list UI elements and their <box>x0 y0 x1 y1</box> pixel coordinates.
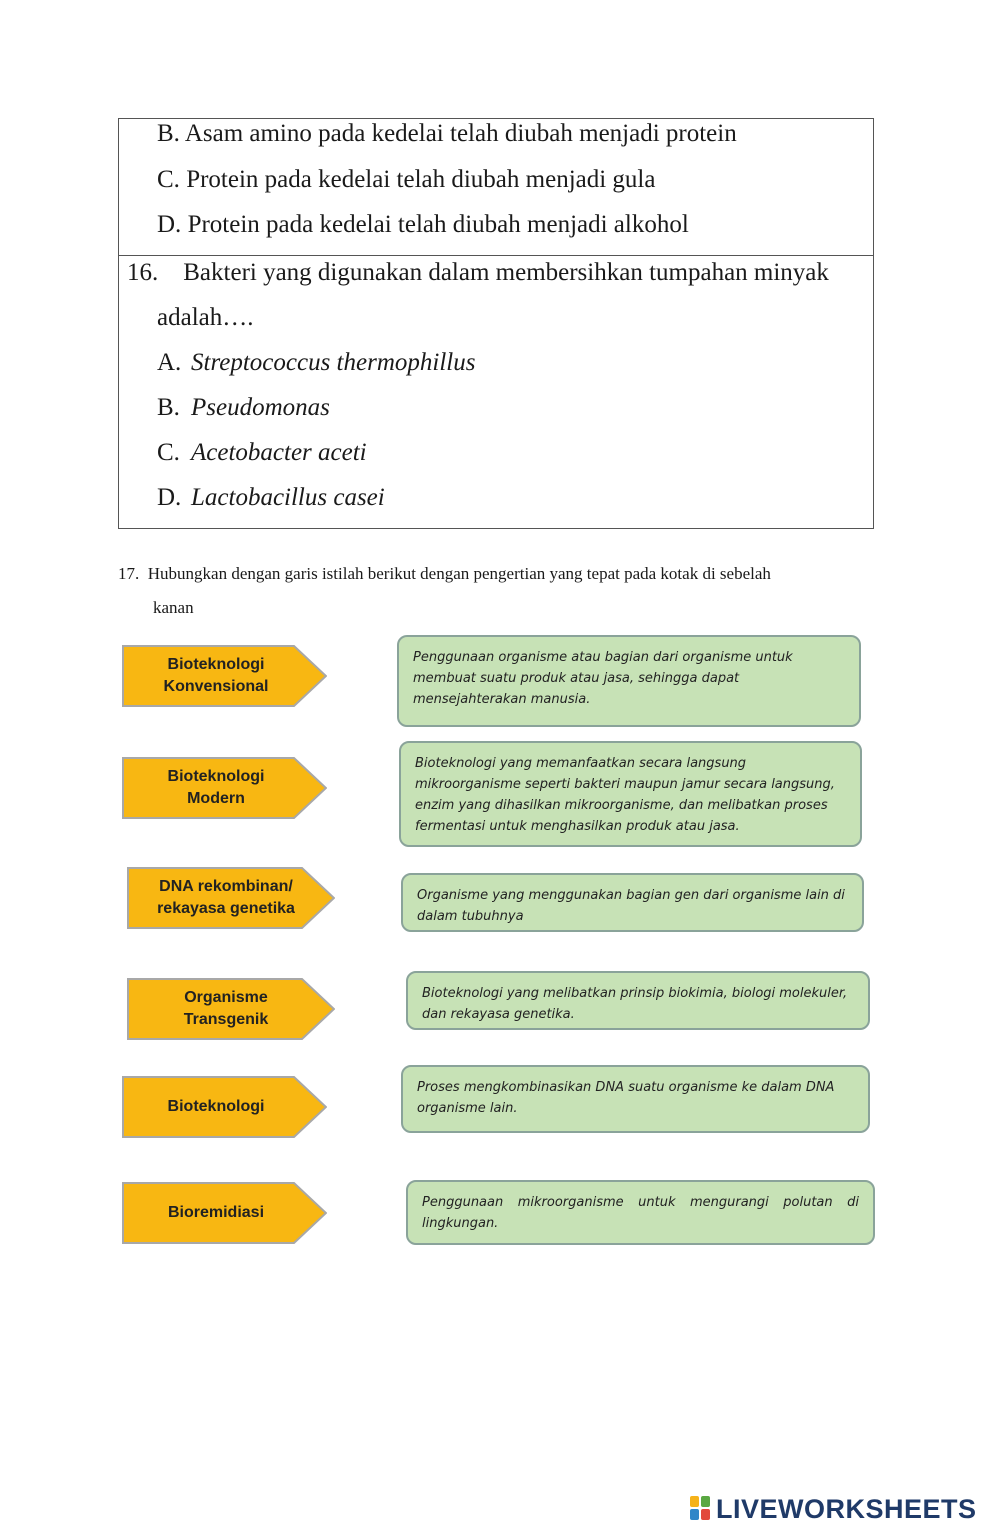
question-text: Bakteri yang digunakan dalam membersihkan tumpahan minyak <box>183 259 829 286</box>
definition-box-4[interactable] <box>406 971 870 1030</box>
term-arrow-3[interactable] <box>127 867 335 929</box>
option-letter: B. <box>157 120 180 147</box>
option-text: Asam amino pada kedelai telah diubah menjadi protein <box>184 120 737 147</box>
term-label: Bioteknologi <box>167 768 265 785</box>
term-arrow-4[interactable] <box>127 978 335 1040</box>
term-label: Bioteknologi <box>167 656 265 673</box>
q15-option-d[interactable] <box>157 210 689 240</box>
logo-text: LIVEWORKSHEETS <box>716 1493 977 1524</box>
term-label: Organisme <box>184 989 268 1006</box>
option-text: Protein pada kedelai telah diubah menjadi alkohol <box>187 211 689 238</box>
term-arrow-6[interactable] <box>122 1182 327 1244</box>
question-number: 16. <box>127 259 159 286</box>
definition-text: Bioteknologi yang melibatkan prinsip biokimia, biologi molekuler, dan rekayasa genetika. <box>422 986 848 1022</box>
option-text: Streptococcus thermophillus <box>191 349 476 376</box>
definition-text: Proses mengkombinasikan DNA suatu organisme ke dalam DNA organisme lain. <box>417 1080 835 1116</box>
definition-box-3[interactable] <box>401 873 864 932</box>
definition-box-1[interactable] <box>397 635 861 727</box>
q15-option-c[interactable] <box>157 165 655 195</box>
option-letter: D. <box>157 484 182 511</box>
term-label: Bioteknologi <box>167 1098 265 1115</box>
question-table <box>118 118 874 529</box>
option-text: Acetobacter aceti <box>191 439 367 466</box>
q17-question <box>118 562 771 586</box>
term-label: Modern <box>187 790 245 807</box>
definition-text: Bioteknologi yang memanfaatkan secara langsung mikroorganisme seperti bakteri maupun jamur secara langsung, enzim yang dihasilkan mikroorganisme, dan melibatkan proses fermentasi untuk menghasilkan produk atau jasa. <box>415 756 835 834</box>
q16-cell <box>119 256 873 528</box>
q15-option-b[interactable] <box>157 119 737 149</box>
option-letter: B. <box>157 394 180 421</box>
q15-options-cell <box>119 119 873 256</box>
option-letter: C. <box>157 439 180 466</box>
option-letter: A. <box>157 349 182 376</box>
question-number: 17. <box>118 564 140 583</box>
definition-text: Penggunaan mikroorganisme untuk mengurangi polutan di lingkungan. <box>422 1195 859 1231</box>
term-label: DNA rekombinan/ <box>159 878 293 895</box>
term-arrow-5[interactable] <box>122 1076 327 1138</box>
term-label: Transgenik <box>183 1011 269 1028</box>
definition-text: Penggunaan organisme atau bagian dari organisme untuk membuat suatu produk atau jasa, sehingga dapat mensejahterakan manusia. <box>413 650 793 707</box>
option-text: Protein pada kedelai telah diubah menjadi gula <box>186 166 656 193</box>
option-text: Pseudomonas <box>191 394 330 421</box>
option-letter: C. <box>157 166 180 193</box>
term-arrow-1[interactable] <box>122 645 327 707</box>
definition-box-2[interactable] <box>399 741 862 847</box>
term-arrow-2[interactable] <box>122 757 327 819</box>
liveworksheets-logo <box>690 1494 977 1524</box>
option-text: Lactobacillus casei <box>191 484 385 511</box>
term-label: Bioremidiasi <box>167 1204 265 1221</box>
q16-option-a[interactable] <box>157 348 475 378</box>
q16-option-b[interactable] <box>157 393 330 423</box>
option-letter: D. <box>157 211 182 238</box>
term-label: Konvensional <box>163 678 269 695</box>
q16-question <box>127 258 829 288</box>
q16-option-c[interactable] <box>157 438 367 468</box>
definition-box-6[interactable] <box>406 1180 875 1245</box>
term-label: rekayasa genetika <box>157 900 295 917</box>
question-text-cont: kanan <box>153 598 194 617</box>
question-text-cont: adalah…. <box>157 304 254 331</box>
q16-option-d[interactable] <box>157 483 385 513</box>
definition-text: Organisme yang menggunakan bagian gen dari organisme lain di dalam tubuhnya <box>417 888 845 924</box>
question-text: Hubungkan dengan garis istilah berikut dengan pengertian yang tepat pada kotak di sebelah <box>147 564 771 583</box>
definition-box-5[interactable] <box>401 1065 870 1133</box>
logo-icon <box>690 1496 712 1522</box>
